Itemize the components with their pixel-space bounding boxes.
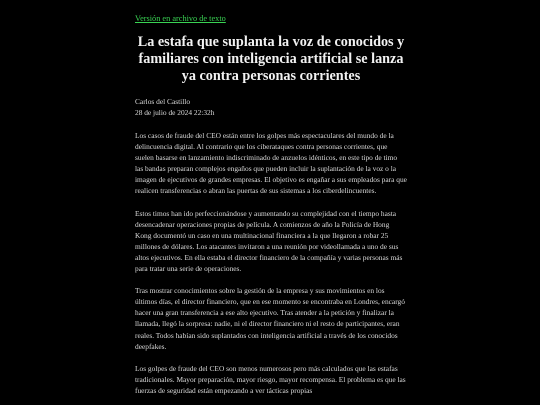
article-paragraph: Los golpes de fraude del CEO son menos numerosos pero más calculados que las estafas tradicionales. Mayor preparación, mayor riesgo, mayor recompensa. El problema es que las fuerzas de seguridad están empezando a ver tácticas propias — [135, 363, 406, 395]
article-paragraph: Tras mostrar conocimientos sobre la gestión de la empresa y sus movimientos en los últimos días, el director financiero, que en ese momento se encontraba en Londres, encargó hacer una gran transferencia a ese alto ejecutivo. Tras atender a la petición y finalizar la llamada, llegó la sorpresa: nadie, ni el director financiero ni el resto de participantes, eran reales. Todos habían sido suplantados con inteligencia artificial a través de los conocidos deepfakes. — [135, 286, 405, 351]
article-title: La estafa que suplanta la voz de conocidos y familiares con inteligencia artificial se lanza ya contra personas corrientes — [137, 34, 405, 84]
article-author: Carlos del Castillo — [135, 97, 191, 106]
text-version-link[interactable]: Versión en archivo de texto — [135, 14, 226, 23]
article-paragraph: Los casos de fraude del CEO están entre los golpes más espectaculares del mundo de la delincuencia digital. Al contrario que los ciberataques contra personas corrientes, que suelen basarse en lanzamiento indiscriminado de anzuelos idénticos, en este tipo de timo las bandas preparan complejos engaños que pueden incluir la suplantación de la voz o la imagen de ejecutivos de grandes empresas. El objetivo es engañar a sus empleados para que realicen transferencias o abran las puertas de sus sistemas a los ciberdelincuentes. — [135, 131, 407, 196]
article-date: 28 de julio de 2024 22:32h — [135, 108, 215, 117]
article-paragraph: Estos timos han ido perfeccionándose y aumentando su complejidad con el tiempo hasta desencadenar operaciones propias de película. A comienzos de año la Policía de Hong Kong documentó un caso en una multinacional financiera a la que llegaron a robar 25 millones de dólares. Los atacantes invitaron a una reunión por videollamada a uno de sus altos ejecutivos. En ella estaba el director financiero de la compañía y varias personas más para tratar una serie de operaciones. — [135, 208, 403, 274]
article-container — [135, 8, 407, 405]
